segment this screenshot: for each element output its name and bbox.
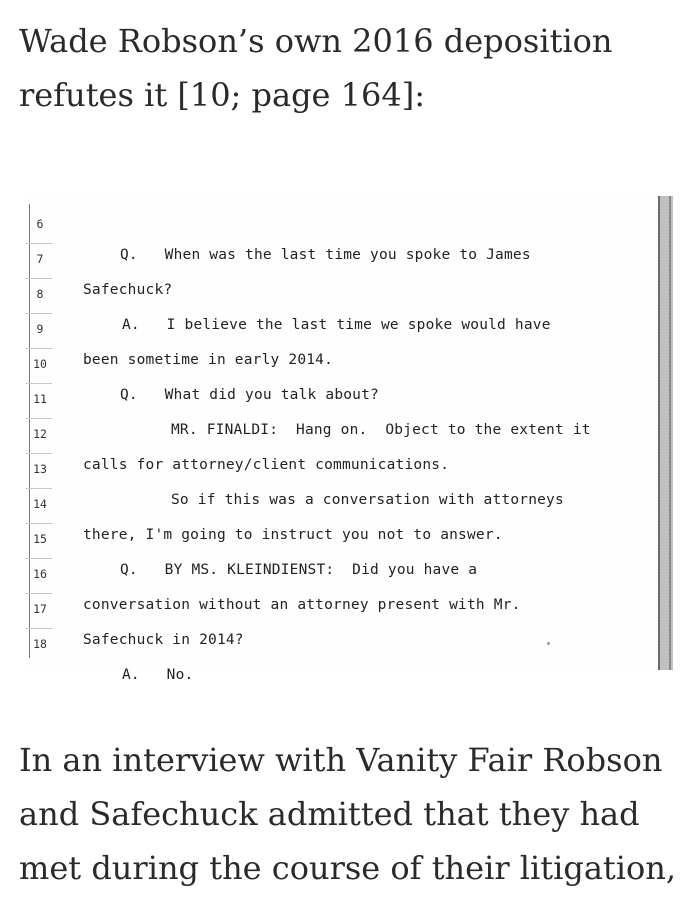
- line-number: 9: [36, 322, 44, 336]
- intro-line-1: Wade Robson’s own 2016 deposition: [19, 22, 613, 60]
- line-text: conversation without an attorney present with Mr.: [83, 597, 521, 613]
- intro-line-2: refutes it [10; page 164]:: [19, 76, 425, 114]
- line-text: Safechuck in 2014?: [83, 632, 244, 648]
- line-text: A. I believe the last time we spoke would have: [122, 317, 551, 333]
- line-text: Q. When was the last time you spoke to James: [120, 247, 531, 263]
- line-text: been sometime in early 2014.: [83, 352, 334, 368]
- line-text: MR. FINALDI: Hang on. Object to the extent it: [171, 422, 591, 438]
- line-text: calls for attorney/client communications.: [83, 457, 450, 473]
- outro-line-1: In an interview with Vanity Fair Robson: [19, 741, 663, 779]
- line-rule: [26, 453, 52, 454]
- line-text: Q. BY MS. KLEINDIENST: Did you have a: [120, 562, 478, 578]
- outro-line-2: and Safechuck admitted that they had: [19, 795, 640, 833]
- line-number: 7: [36, 252, 44, 266]
- line-number: 8: [36, 287, 44, 301]
- outro-paragraph: [19, 733, 679, 895]
- transcript-page-edge: [658, 196, 673, 670]
- line-text: Q. What did you talk about?: [120, 387, 379, 403]
- transcript-line: [22, 215, 642, 263]
- line-rule: [26, 523, 52, 524]
- line-rule: [26, 348, 52, 349]
- line-number: 16: [33, 567, 47, 581]
- line-number: 11: [33, 392, 47, 406]
- line-rule: [26, 593, 52, 594]
- line-rule: [26, 278, 52, 279]
- line-text: So if this was a conversation with attorneys: [171, 492, 564, 508]
- line-number: 14: [33, 497, 47, 511]
- outro-line-3: met during the course of their litigation,: [19, 849, 677, 887]
- transcript-line: [22, 635, 642, 683]
- transcript-line: [22, 250, 642, 298]
- line-text: there, I'm going to instruct you not to answer.: [83, 527, 503, 543]
- line-rule: [26, 628, 52, 629]
- line-number: 13: [33, 462, 47, 476]
- line-text: A. No.: [122, 667, 194, 683]
- deposition-transcript-image: [22, 196, 674, 683]
- line-number: 18: [33, 637, 47, 651]
- transcript-line: [22, 285, 642, 333]
- line-number: 6: [36, 217, 44, 231]
- line-number: 10: [33, 357, 47, 371]
- intro-paragraph: [19, 14, 679, 122]
- line-rule: [26, 558, 52, 559]
- line-rule: [26, 418, 52, 419]
- line-rule: [26, 488, 52, 489]
- line-rule: [26, 313, 52, 314]
- line-rule: [26, 383, 52, 384]
- line-rule: [26, 243, 52, 244]
- line-number: 17: [33, 602, 47, 616]
- line-number: 15: [33, 532, 47, 546]
- line-text: Safechuck?: [83, 282, 173, 298]
- line-number: 12: [33, 427, 47, 441]
